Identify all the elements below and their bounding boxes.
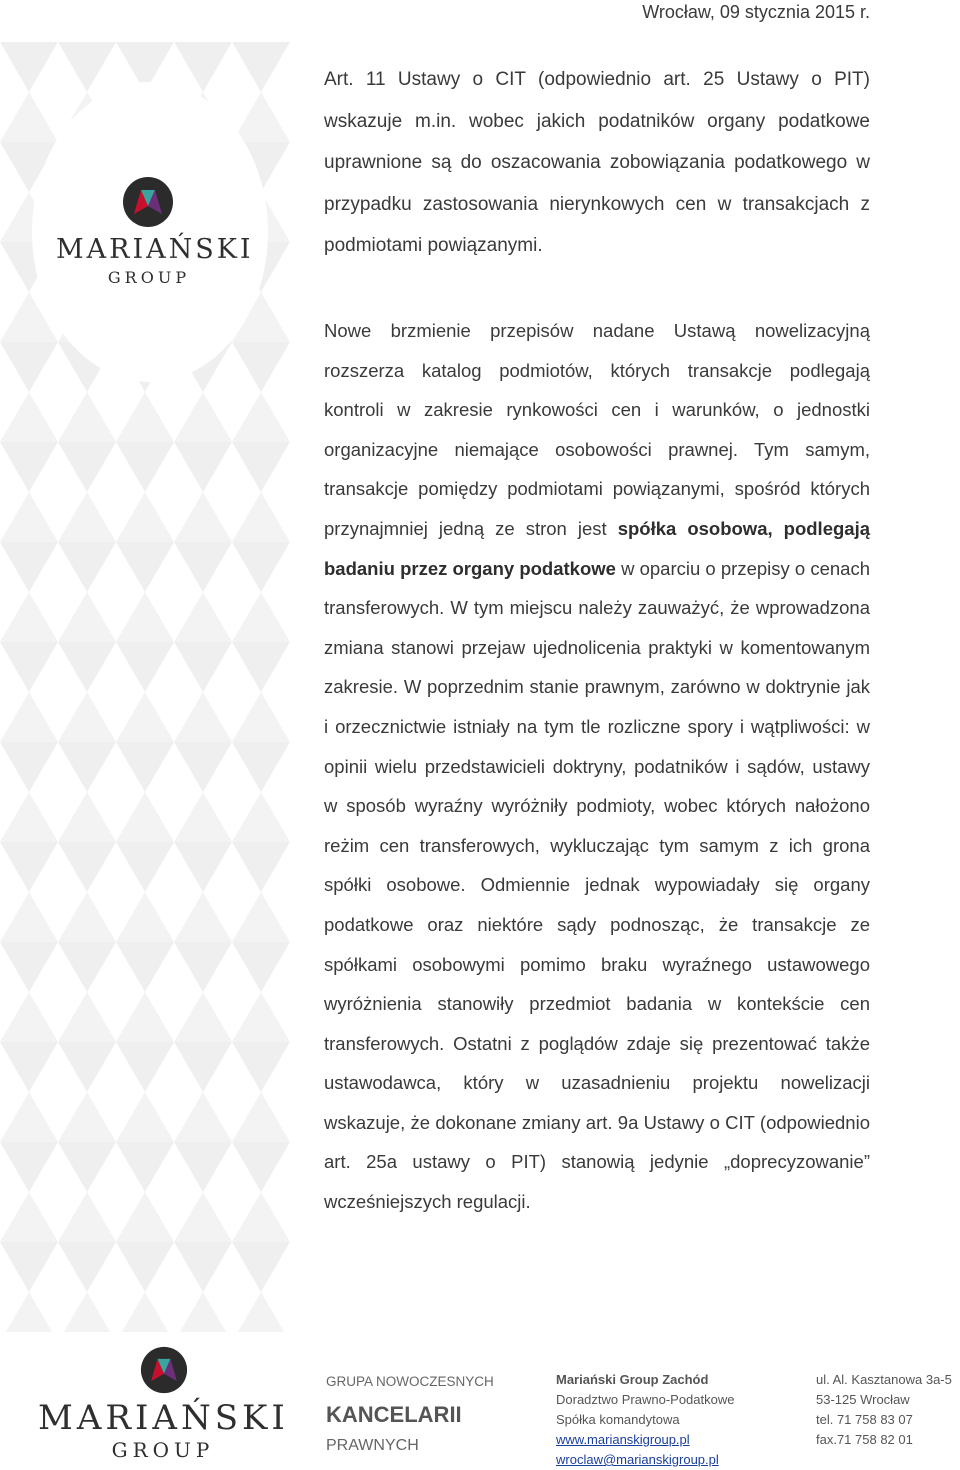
footer (0, 1330, 960, 1469)
company-logo (56, 172, 254, 292)
footer-logo (38, 1346, 288, 1461)
paragraph-1 (324, 59, 870, 267)
footer-kancelarie-line1: GRUPA NOWOCZESNYCH (326, 1374, 494, 1389)
footer-fax: fax.71 758 82 01 (816, 1432, 913, 1447)
footer-address-block (816, 1370, 952, 1450)
paragraph-2-text-end: w oparciu o przepisy o cenach transferowych. W tym miejscu należy zauważyć, że wprowadzona zmiana stanowi przejaw ujednolicenia praktyki w komentowanym zakresie. W poprzednim stanie prawnym, zarówno w doktrynie jak i orzecznictwie istniały na tym tle rozliczne spory i wątpliwości: w opinii wielu przedstawicieli doktryny, podatników i sądów, ustawy w sposób wyraźny wyróżniły podmioty, wobec których nałożono reżim cen transferowych, wykluczając tym samym z ich grona spółki osobowe. Odmiennie jednak wypowiadały się organy podatkowe oraz niektóre sądy podnosząc, że transakcje ze spółkami osobowymi pomimo braku wyraźnego ustawowego wyróżnienia stanowiły przedmiot badania w kontekście cen transferowych. Ostatni z poglądów zdaje się prezentować także ustawodawca, który w uzasadnieniu projektu nowelizacji wskazuje, że dokonane zmiany art. 9a Ustawy o CIT (odpowiednio art. 25a ustawy o PIT) stanowią jedynie „doprecyzowanie” wcześniejszych regulacji. (324, 557, 870, 1213)
footer-kancelarie-line3: PRAWNYCH (326, 1437, 419, 1454)
footer-logo-brand-sub: GROUP (111, 1438, 215, 1462)
logo-mark-icon (122, 176, 174, 228)
paragraph-1-text: Art. 11 Ustawy o CIT (odpowiednio art. 25 Ustawy o PIT) wskazuje m.in. wobec jakich podatników organy podatkowe uprawnione są do oszacowania zobowiązania podatkowego w przypadku zastosowania nierynkowych cen w transakcjach z podmiotami powiązanymi. (324, 69, 870, 256)
footer-email-link[interactable]: wroclaw@marianskigroup.pl (556, 1452, 719, 1467)
footer-company-name: Mariański Group Zachód (556, 1372, 709, 1387)
footer-city: 53-125 Wrocław (816, 1392, 910, 1407)
footer-logo-brand-name: MARIAŃSKI (38, 1398, 289, 1438)
footer-company-block (556, 1370, 734, 1470)
footer-website-link[interactable]: www.marianskigroup.pl (556, 1432, 690, 1447)
paragraph-2 (324, 311, 870, 1222)
footer-street: ul. Al. Kasztanowa 3a-5 (816, 1372, 952, 1387)
footer-company-line2: Doradztwo Prawno-Podatkowe (556, 1392, 735, 1407)
logo-brand-name: MARIAŃSKI (56, 234, 254, 265)
document-date: Wrocław, 09 stycznia 2015 r. (642, 2, 870, 22)
footer-company-line3: Spółka komandytowa (556, 1412, 680, 1427)
footer-kancelarie-line2: KANCELARII (326, 1402, 462, 1427)
footer-tel: tel. 71 758 83 07 (816, 1412, 913, 1427)
footer-logo-mark-icon (140, 1346, 188, 1394)
logo-brand-sub: GROUP (107, 268, 191, 287)
paragraph-2-text-start: Nowe brzmienie przepisów nadane Ustawą nowelizacyjną rozszerza katalog podmiotów, których transakcje podlegają kontroli w zakresie rynkowości cen i warunków, o jednostki organizacyjne niemające osobowości prawnej. Tym samym, transakcje pomiędzy podmiotami powiązanymi, spośród których przynajmniej jedną ze stron jest (324, 320, 870, 539)
footer-kancelarie-block (326, 1372, 494, 1456)
paragraph-2-bold: spółka osobowa, podlegają badaniu przez organy podatkowe (324, 517, 870, 579)
